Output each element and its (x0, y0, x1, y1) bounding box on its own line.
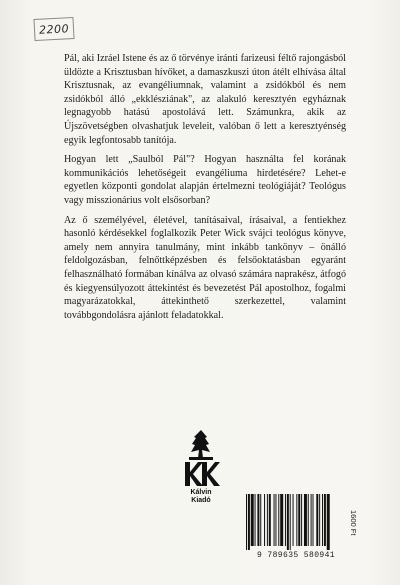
isbn-number: 9 789635 580941 (256, 551, 335, 560)
back-cover-blurb (64, 52, 346, 328)
printed-price: 1600 Ft (349, 510, 358, 536)
blurb-paragraph-3: Az ő személyével, életével, tanításaival, írásaival, a fentiekhez hasonló kérdésekkel foglalkozik Peter Wick svájci teológus könyve, amely nem annyira tanulmány, mint inkább tankönyv – önálló feldolgozásban, felnőttképzésben és felsőoktatásban egyaránt felhasználható formában kínálva az olvasó számára naprakész, átfogó és kiegyensúlyozott áttekintést és bevezetést Pál apostolhoz, fogalmi magyarázatokkal, áttekinthető szerkezettel, valamint továbbgondolásra ajánlott feladatokkal. (64, 214, 346, 321)
publisher-name-line2: Kiadó (191, 497, 211, 504)
isbn-barcode (244, 492, 352, 562)
blurb-paragraph-2: Hogyan lett „Saulból Pál"? Hogyan használta fel korának kommunikációs lehetőségeit evangéliuma hirdetésére? Lehet-e egyetlen központi gondolat alapján értelmezni teológiáját? Teológus vagy misszionárius volt elsősorban? (64, 154, 346, 206)
publisher-name-line1: Kálvin (190, 489, 212, 496)
publisher-logo (176, 428, 226, 510)
barcode-bars (244, 492, 348, 550)
publisher-emblem-icon (176, 428, 226, 488)
handwritten-price-note: 2200 (33, 17, 74, 41)
blurb-paragraph-1: Pál, aki Izráel Istene és az ő törvénye iránti farizeusi féltő rajongásból üldözte a Krisztusban hívőket, a damaszkuszi úton átélt elhívása által Krisztusnak, az evangéliumnak, valamint a zsidókból és nem zsidókból álló „ekklésziának", az alakuló keresztyén egyháznak legnagyobb hatású apostolává lett. Számunkra, akik az Újszövetségben olvashatjuk leveleit, valóban ő lett a keresztyénség egyik legfontosabb tanítója. (64, 53, 346, 146)
